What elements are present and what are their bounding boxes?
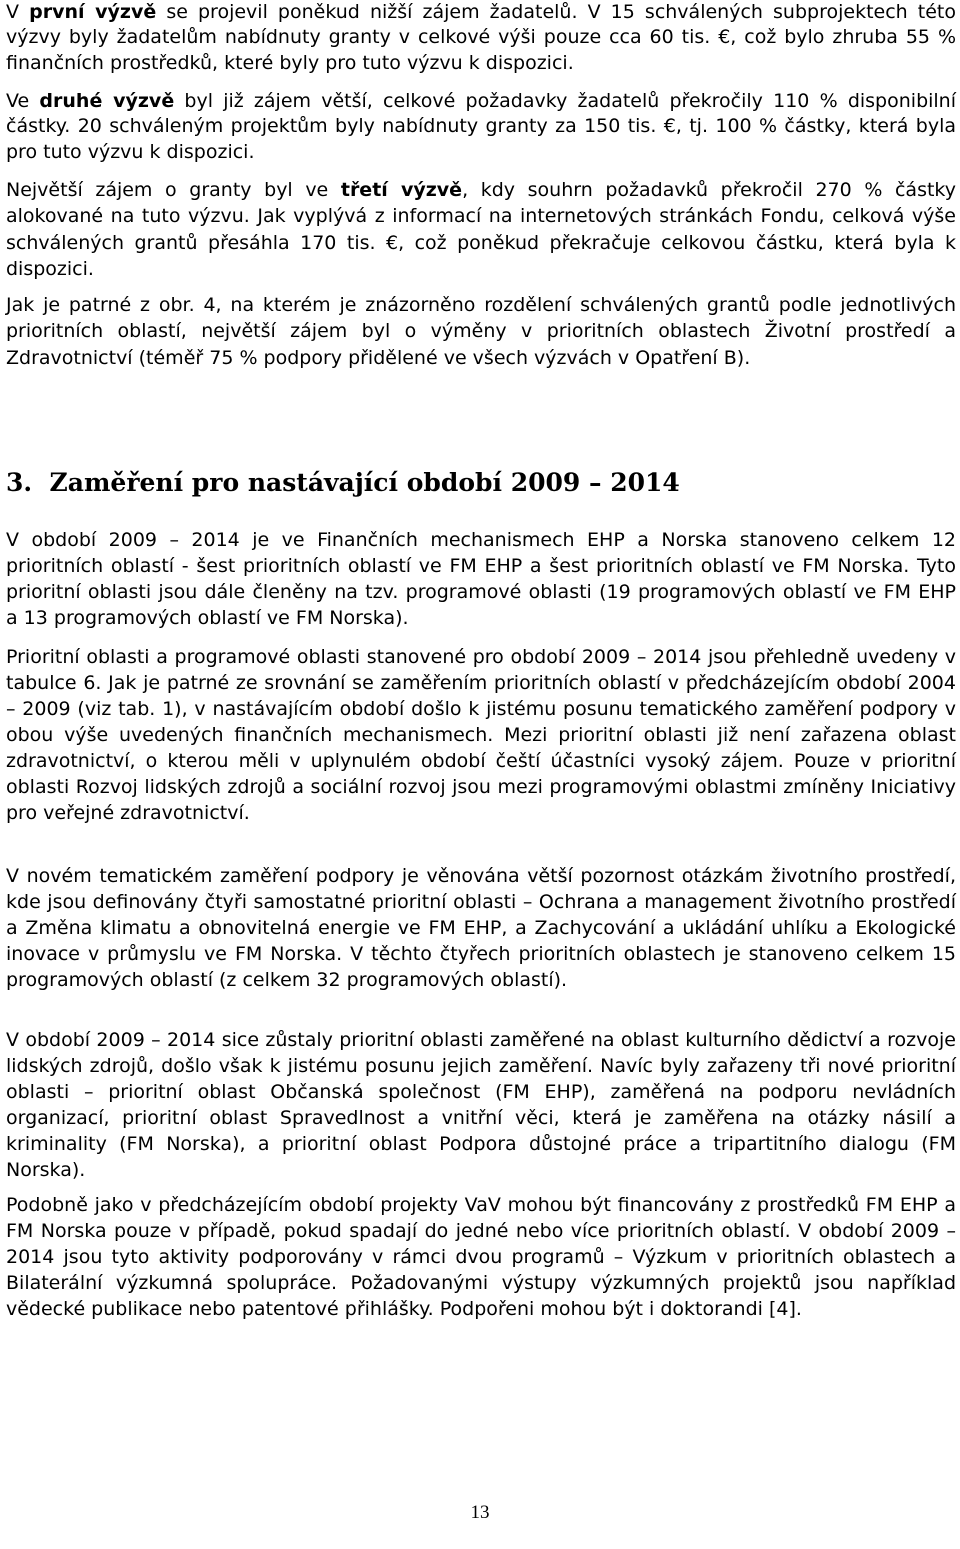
paragraph-research: Podobně jako v předcházejícím období projekty VaV mohou být financovány z prostředků FM EHP a FM Norska pouze v případě, pokud spadají do jedné nebo více prioritních oblastí. V období 2009 – 2014 jsou tyto aktivity podporovány v rámci dvou programů – Výzkum v prioritních oblastech a Bilaterální výzkumná spolupráce. Požadovanými výstupy výzkumných projektů jsou například vědecké publikace nebo patentové přihlášky. Podpořeni mohou být i doktorandi [4].: [6, 1194, 956, 1320]
section-heading: [6, 468, 680, 497]
text-run: , kdy souhrn požadavků překročil 270 % částky alokované na tuto výzvu. Jak vyplývá z informací na internetových stránkách Fondu, celková výše schválených grantů přesáhla 170 tis. €, což poněkud překračuje celkovou částku, která byla k dispozici.: [6, 179, 956, 281]
paragraph-third-call: [6, 177, 956, 283]
paragraph-environment: V novém tematickém zaměření podpory je věnována větší pozornost otázkám životního prostředí, kde jsou definovány čtyři samostatné prioritní oblasti – Ochrana a management životního prostředí a Změna klimatu a obnovitelná energie ve FM EHP, a Zachycování a ukládání uhlíku a Ekologické inovace v průmyslu ve FM Norska. V těchto čtyřech prioritních oblastech je stanoveno celkem 15 programových oblastí (z celkem 32 programových oblastí).: [6, 865, 956, 991]
section-title: Zaměření pro nastávající období 2009 – 2014: [49, 468, 680, 497]
emphasis: třetí výzvě: [340, 179, 463, 201]
text-run: se projevil poněkud nižší zájem žadatelů. V 15 schválených subprojektech této výzvy byly žadatelům nabídnuty granty v celkové výši pouze cca 60 tis. €, což bylo zhruba 55 % finančních prostředků, které byly pro tuto výzvu k dispozici.: [6, 1, 956, 74]
paragraph-second-call: [6, 89, 956, 165]
text-run: byl již zájem větší, celkové požadavky žadatelů překročily 110 % disponibilní částky. 20 schváleným projektům byly nabídnuty granty za 150 tis. €, tj. 100 % částky, která byla pro tuto výzvu k dispozici.: [6, 90, 957, 163]
paragraph-first-call: [6, 0, 956, 76]
page-number: 13: [470, 1502, 490, 1523]
paragraph-figure-reference: Jak je patrné z obr. 4, na kterém je znázorněno rozdělení schválených grantů podle jednotlivých prioritních oblastí, největší zájem byl o výměny v prioritních oblastech Životní prostředí a Zdravotnictví (téměř 75 % podpory přidělené ve všech výzvách v Opatření B).: [6, 294, 956, 369]
section-number: 3.: [6, 468, 33, 497]
text-run: V: [6, 1, 30, 23]
text-run: Největší zájem o granty byl ve: [6, 179, 341, 201]
text-run: Ve: [6, 90, 40, 112]
paragraph-priority-areas: V období 2009 – 2014 je ve Finančních mechanismech EHP a Norska stanoveno celkem 12 prioritních oblastí - šest prioritních oblastí ve FM EHP a šest prioritních oblastí ve FM Norska. Tyto prioritní oblasti jsou dále členěny na tzv. programové oblasti (19 programových oblastí ve FM EHP a 13 programových oblastí ve FM Norska).: [6, 529, 956, 629]
paragraph-new-areas: V období 2009 – 2014 sice zůstaly prioritní oblasti zaměřené na oblast kulturního dědictví a rozvoje lidských zdrojů, došlo však k jistému posunu jejich zaměření. Navíc byly zařazeny tři nové prioritní oblasti – prioritní oblast Občanská společnost (FM EHP), zaměřená na podporu nevládních organizací, prioritní oblast Spravedlnost a vnitřní věci, která je zaměřena na otázky násilí a kriminality (FM Norska), a prioritní oblast Podpora důstojné práce a tripartitního dialogu (FM Norska).: [6, 1029, 956, 1181]
emphasis: první výzvě: [29, 1, 157, 23]
emphasis: druhé výzvě: [39, 90, 175, 112]
paragraph-program-areas: Prioritní oblasti a programové oblasti stanovené pro období 2009 – 2014 jsou přehledně uvedeny v tabulce 6. Jak je patrné ze srovnání se zaměřením prioritních oblastí v předcházejícím období 2004 – 2009 (viz tab. 1), v nastávajícím období došlo k jistému posunu tematického zaměření podpory v obou výše uvedených finančních mechanismech. Mezi prioritní oblasti již není zařazena oblast zdravotnictví, o kterou měli v uplynulém období čeští účastníci vysoký zájem. Pouze v prioritní oblasti Rozvoj lidských zdrojů a sociální rozvoj jsou mezi programovými oblastmi zmíněny Iniciativy pro veřejné zdravotnictví.: [6, 646, 956, 824]
